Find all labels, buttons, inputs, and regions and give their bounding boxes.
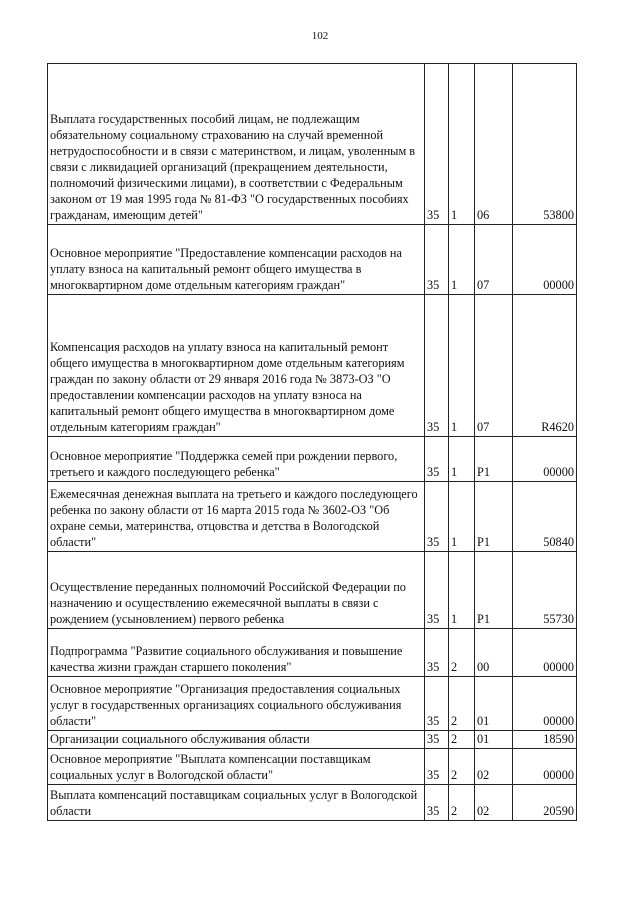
subprogram-code: 2 xyxy=(449,749,475,785)
direction-code: 20590 xyxy=(513,785,577,821)
event-code: P1 xyxy=(475,552,513,629)
program-code: 35 xyxy=(425,225,449,295)
table-row xyxy=(48,629,577,677)
program-code: 35 xyxy=(425,552,449,629)
event-code: 01 xyxy=(475,677,513,731)
program-code: 35 xyxy=(425,64,449,225)
subprogram-code: 2 xyxy=(449,731,475,749)
table-row xyxy=(48,482,577,552)
program-code: 35 xyxy=(425,295,449,437)
program-code: 35 xyxy=(425,731,449,749)
table-row xyxy=(48,749,577,785)
event-code: 02 xyxy=(475,785,513,821)
event-code: P1 xyxy=(475,482,513,552)
page-number: 102 xyxy=(311,30,329,42)
row-description: Ежемесячная денежная выплата на третьего и каждого последующего ребенка по закону области от 16 марта 2015 года № 3602-ОЗ "Об охране семьи, материнства, отцовства и детства в Вологодской области" xyxy=(48,482,425,552)
row-description: Основное мероприятие "Предоставление компенсации расходов на уплату взноса на капитальный ремонт общего имущества в многоквартирном доме отдельным категориям граждан" xyxy=(48,225,425,295)
event-code: 01 xyxy=(475,731,513,749)
row-description: Выплата компенсаций поставщикам социальных услуг в Вологодской области xyxy=(48,785,425,821)
table-row xyxy=(48,785,577,821)
subprogram-code: 1 xyxy=(449,482,475,552)
direction-code: 18590 xyxy=(513,731,577,749)
direction-code: 53800 xyxy=(513,64,577,225)
table-row xyxy=(48,552,577,629)
row-description: Осуществление переданных полномочий Российской Федерации по назначению и осуществлению ежемесячной выплаты в связи с рождением (усыновлением) первого ребенка xyxy=(48,552,425,629)
row-description: Основное мероприятие "Поддержка семей при рождении первого, третьего и каждого последующего ребенка" xyxy=(48,437,425,482)
subprogram-code: 1 xyxy=(449,295,475,437)
table-row xyxy=(48,731,577,749)
direction-code: R4620 xyxy=(513,295,577,437)
event-code: 07 xyxy=(475,295,513,437)
event-code: 00 xyxy=(475,629,513,677)
direction-code: 00000 xyxy=(513,749,577,785)
subprogram-code: 2 xyxy=(449,629,475,677)
row-description: Основное мероприятие "Выплата компенсации поставщикам социальных услуг в Вологодской области" xyxy=(48,749,425,785)
direction-code: 50840 xyxy=(513,482,577,552)
program-code: 35 xyxy=(425,785,449,821)
subprogram-code: 2 xyxy=(449,677,475,731)
program-code: 35 xyxy=(425,437,449,482)
direction-code: 55730 xyxy=(513,552,577,629)
subprogram-code: 1 xyxy=(449,552,475,629)
subprogram-code: 1 xyxy=(449,437,475,482)
direction-code: 00000 xyxy=(513,225,577,295)
event-code: 02 xyxy=(475,749,513,785)
direction-code: 00000 xyxy=(513,437,577,482)
table-row xyxy=(48,64,577,225)
subprogram-code: 1 xyxy=(449,64,475,225)
direction-code: 00000 xyxy=(513,629,577,677)
row-description: Компенсация расходов на уплату взноса на капитальный ремонт общего имущества в многоквартирном доме отдельным категориям граждан по закону области от 29 января 2016 года № 3873-ОЗ "О предоставлении компенсации расходов на уплату взноса на капитальный ремонт общего имущества в многоквартирном доме отдельным категориям граждан" xyxy=(48,295,425,437)
subprogram-code: 2 xyxy=(449,785,475,821)
event-code: P1 xyxy=(475,437,513,482)
row-description: Выплата государственных пособий лицам, не подлежащим обязательному социальному страхованию на случай временной нетрудоспособности и в связи с материнством, и лицам, уволенным в связи с ликвидацией организаций (прекращением деятельности, полномочий физическими лицами), в соответствии с Федеральным законом от 19 мая 1995 года № 81-ФЗ "О государственных пособиях гражданам, имеющим детей" xyxy=(48,64,425,225)
table-row xyxy=(48,437,577,482)
table-row xyxy=(48,295,577,437)
event-code: 07 xyxy=(475,225,513,295)
direction-code: 00000 xyxy=(513,677,577,731)
program-code: 35 xyxy=(425,749,449,785)
subprogram-code: 1 xyxy=(449,225,475,295)
row-description: Подпрограмма "Развитие социального обслуживания и повышение качества жизни граждан старшего поколения" xyxy=(48,629,425,677)
program-code: 35 xyxy=(425,482,449,552)
table-row xyxy=(48,677,577,731)
event-code: 06 xyxy=(475,64,513,225)
row-description: Организации социального обслуживания области xyxy=(48,731,425,749)
program-code: 35 xyxy=(425,677,449,731)
row-description: Основное мероприятие "Организация предоставления социальных услуг в государственных организациях социального обслуживания области" xyxy=(48,677,425,731)
table-row xyxy=(48,225,577,295)
budget-table xyxy=(47,63,577,821)
program-code: 35 xyxy=(425,629,449,677)
